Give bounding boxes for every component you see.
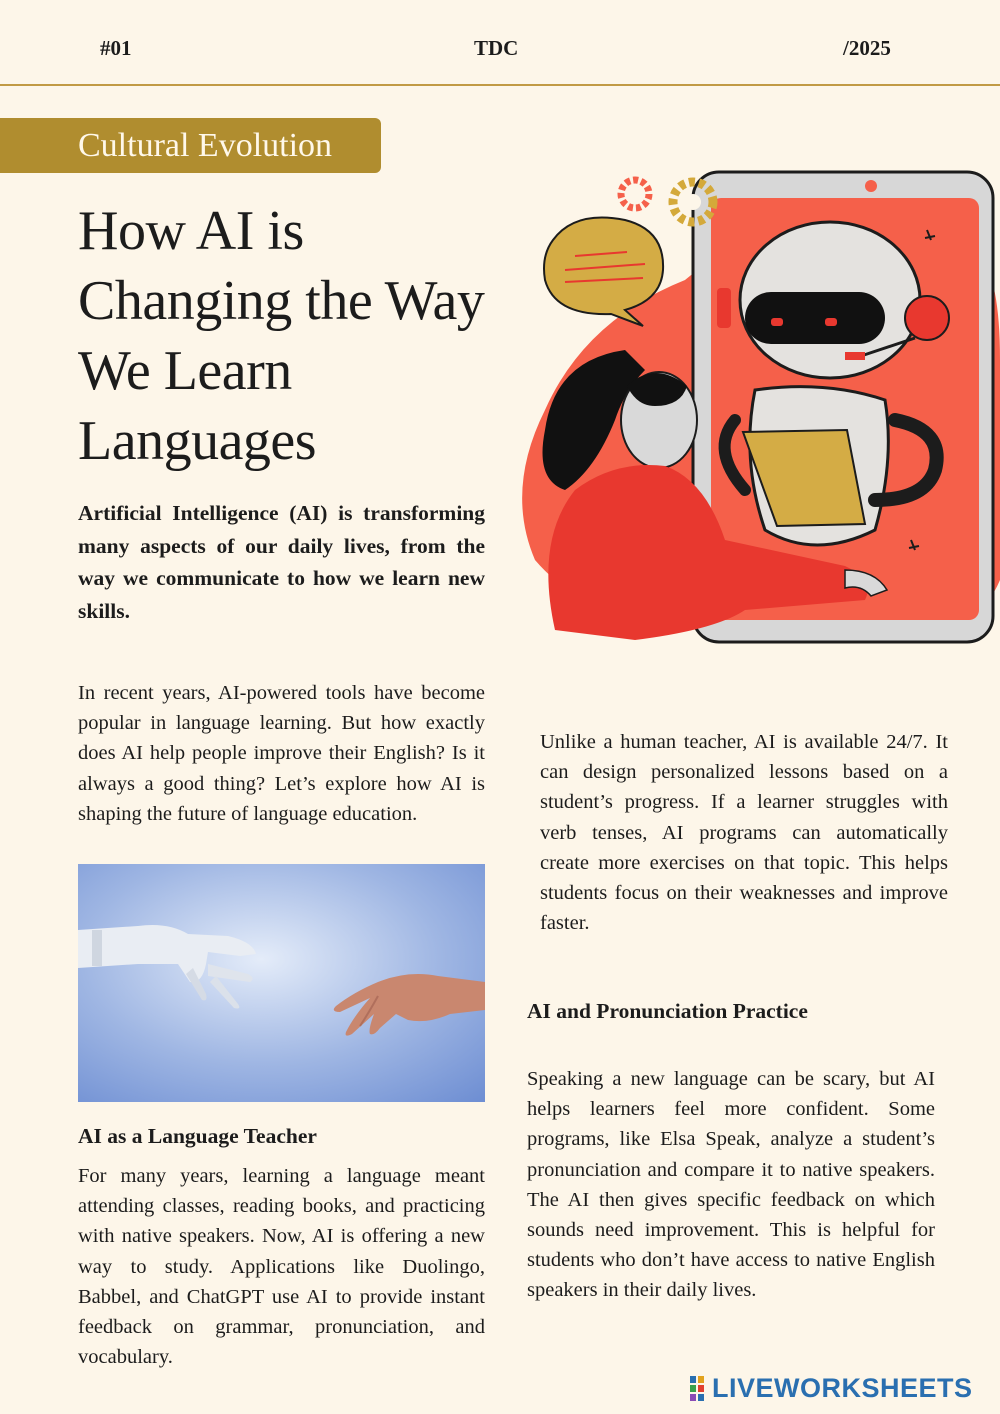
article-title: How AI is Changing the Way We Learn Languages	[78, 200, 485, 472]
robot-human-hands-photo	[78, 864, 485, 1102]
intro-paragraph: In recent years, AI-powered tools have become popular in language learning. But how exactly does AI help people improve their English? Is it always a good thing? Let’s explore how AI is shaping the future of language education.	[78, 682, 485, 825]
pronunciation-paragraph: Speaking a new language can be scary, but AI helps learners feel more confident. Some programs, like Elsa Speak, analyze a student’s pronunciation and compare it to native speakers. The AI then gives specific feedback on which sounds need improvement. This is helpful for students who don’t have access to native English speakers in their daily lives.	[527, 1068, 935, 1302]
lead-paragraph: Artificial Intelligence (AI) is transforming many aspects of our daily lives, from the way we communicate to how we learn new skills.	[78, 501, 485, 623]
teacher-heading: AI as a Language Teacher	[78, 1124, 317, 1148]
issue-year: /2025	[843, 36, 891, 60]
section-tag: Cultural Evolution	[0, 118, 381, 173]
liveworksheets-logo[interactable]	[690, 1373, 973, 1404]
pronunciation-heading: AI and Pronunciation Practice	[527, 999, 808, 1023]
publication-name: TDC	[474, 36, 519, 60]
teacher-paragraph: For many years, learning a language meant attending classes, reading books, and practicing with native speakers. Now, AI is offering a new way to study. Applications like Duolingo, Babbel, and ChatGPT use AI to provide instant feedback on grammar, pronunciation, and vocabulary.	[78, 1165, 485, 1369]
availability-paragraph: Unlike a human teacher, AI is available 24/7. It can design personalized lessons based on a student’s progress. If a learner struggles with verb tenses, AI programs can automatically create more exercises on that topic. This helps students focus on their weaknesses and improve faster.	[540, 731, 948, 935]
liveworksheets-logo-icon	[690, 1376, 712, 1402]
liveworksheets-brand: LIVEWORKSHEETS	[712, 1373, 973, 1403]
issue-number: #01	[100, 36, 132, 60]
ai-tutor-illustration	[515, 160, 1000, 660]
header-divider	[0, 84, 1000, 86]
